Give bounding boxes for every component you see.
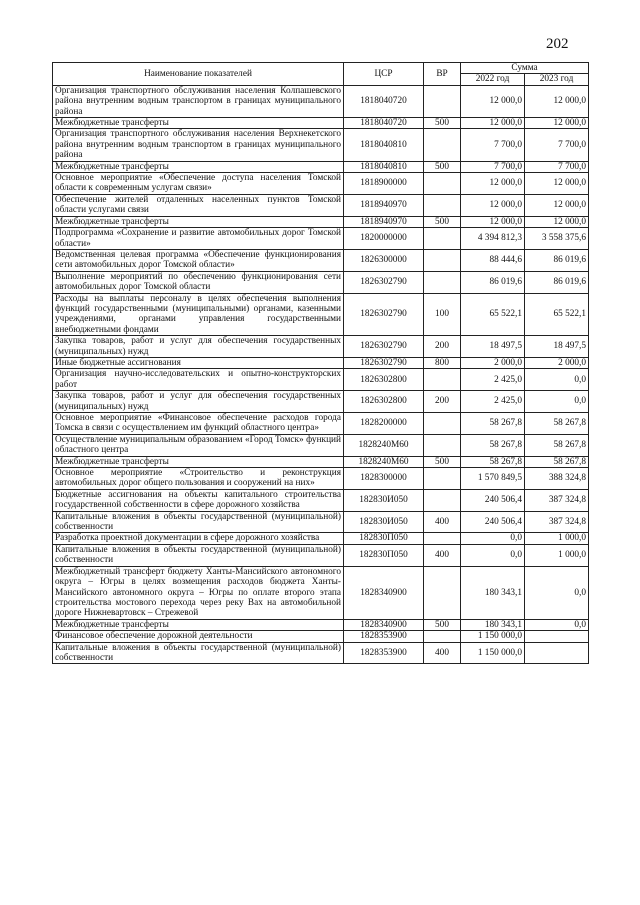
table-row — [53, 85, 589, 117]
table-row — [53, 161, 589, 172]
row-sum-2023: 3 558 375,6 — [525, 228, 589, 250]
row-name: Межбюджетные трансферты — [53, 456, 344, 467]
row-vr — [424, 413, 461, 435]
row-sum-2023: 12 000,0 — [525, 216, 589, 227]
row-name: Финансовое обеспечение дорожной деятельности — [53, 631, 344, 642]
table-row — [53, 544, 589, 566]
row-sum-2023 — [525, 631, 589, 642]
row-csr: 1828353900 — [344, 631, 424, 642]
table-row — [53, 369, 589, 391]
table-row — [53, 631, 589, 642]
row-name: Ведомственная целевая программа «Обеспечение функционирования сети автомобильных дорог Томской области» — [53, 249, 344, 271]
row-name: Выполнение мероприятий по обеспечению функционирования сети автомобильных дорог Томской области — [53, 271, 344, 293]
table-row — [53, 413, 589, 435]
row-sum-2023: 1 000,0 — [525, 533, 589, 544]
row-vr — [424, 228, 461, 250]
row-csr: 1818940970 — [344, 216, 424, 227]
row-sum-2022: 18 497,5 — [461, 336, 525, 358]
row-sum-2022: 4 394 812,3 — [461, 228, 525, 250]
row-vr — [424, 434, 461, 456]
row-csr: 1828340900 — [344, 566, 424, 619]
header-csr: ЦСР — [344, 63, 424, 86]
row-csr: 182830П050 — [344, 533, 424, 544]
table-row — [53, 194, 589, 216]
row-name: Основное мероприятие «Обеспечение доступа населения Томской области к современным услугам связи» — [53, 173, 344, 195]
row-sum-2022: 2 425,0 — [461, 369, 525, 391]
row-sum-2022: 65 522,1 — [461, 293, 525, 336]
row-vr — [424, 631, 461, 642]
row-sum-2022: 180 343,1 — [461, 619, 525, 630]
row-sum-2023: 387 324,8 — [525, 511, 589, 533]
row-name: Разработка проектной документации в сфере дорожного хозяйства — [53, 533, 344, 544]
table-row — [53, 216, 589, 227]
row-csr: 1826300000 — [344, 249, 424, 271]
row-vr: 100 — [424, 293, 461, 336]
row-vr — [424, 129, 461, 161]
row-vr: 400 — [424, 544, 461, 566]
table-row — [53, 489, 589, 511]
row-sum-2023: 7 700,0 — [525, 161, 589, 172]
row-sum-2023: 12 000,0 — [525, 85, 589, 117]
row-sum-2023: 0,0 — [525, 619, 589, 630]
row-csr: 1828240М60 — [344, 456, 424, 467]
row-name: Закупка товаров, работ и услуг для обеспечения государственных (муниципальных) нужд — [53, 391, 344, 413]
row-sum-2022: 12 000,0 — [461, 85, 525, 117]
row-vr — [424, 489, 461, 511]
row-csr: 1828340900 — [344, 619, 424, 630]
row-sum-2022: 88 444,6 — [461, 249, 525, 271]
row-name: Расходы на выплаты персоналу в целях обеспечения выполнения функций государственными (муниципальными) органами, казенными учреждениями, органами управления государственными внебюджетными фондами — [53, 293, 344, 336]
row-sum-2022: 2 425,0 — [461, 391, 525, 413]
row-csr: 182830И050 — [344, 511, 424, 533]
table-row — [53, 249, 589, 271]
row-vr: 500 — [424, 216, 461, 227]
row-vr: 200 — [424, 391, 461, 413]
table-row — [53, 357, 589, 368]
row-sum-2023: 58 267,8 — [525, 456, 589, 467]
row-name: Иные бюджетные ассигнования — [53, 357, 344, 368]
table-row — [53, 533, 589, 544]
row-sum-2023: 58 267,8 — [525, 413, 589, 435]
row-vr: 200 — [424, 336, 461, 358]
row-vr — [424, 566, 461, 619]
row-vr — [424, 85, 461, 117]
row-sum-2022: 7 700,0 — [461, 129, 525, 161]
row-sum-2023: 1 000,0 — [525, 544, 589, 566]
row-sum-2023: 18 497,5 — [525, 336, 589, 358]
table-row — [53, 456, 589, 467]
row-csr: 1818940970 — [344, 194, 424, 216]
row-name: Закупка товаров, работ и услуг для обеспечения государственных (муниципальных) нужд — [53, 336, 344, 358]
row-sum-2023: 0,0 — [525, 566, 589, 619]
row-sum-2023: 12 000,0 — [525, 194, 589, 216]
header-name: Наименование показателей — [53, 63, 344, 86]
row-vr — [424, 173, 461, 195]
header-year-2023: 2023 год — [525, 74, 589, 85]
row-vr — [424, 533, 461, 544]
row-csr: 1826302790 — [344, 336, 424, 358]
row-csr: 1828300000 — [344, 468, 424, 490]
table-row — [53, 511, 589, 533]
row-sum-2022: 12 000,0 — [461, 173, 525, 195]
row-vr: 500 — [424, 118, 461, 129]
row-sum-2023: 86 019,6 — [525, 249, 589, 271]
row-name: Организация транспортного обслуживания населения Верхнекетского района внутренним водным транспортом в границах муниципального района — [53, 129, 344, 161]
row-sum-2022: 12 000,0 — [461, 216, 525, 227]
row-sum-2022: 58 267,8 — [461, 413, 525, 435]
row-name: Бюджетные ассигнования на объекты капитального строительства государственной собственности в сфере дорожного хозяйства — [53, 489, 344, 511]
row-vr — [424, 369, 461, 391]
budget-table — [52, 62, 589, 664]
row-sum-2022: 7 700,0 — [461, 161, 525, 172]
row-sum-2023: 12 000,0 — [525, 173, 589, 195]
row-name: Организация научно-исследовательских и опытно-конструкторских работ — [53, 369, 344, 391]
table-row — [53, 293, 589, 336]
row-sum-2022: 1 150 000,0 — [461, 631, 525, 642]
table-row — [53, 271, 589, 293]
header-sum: Сумма — [461, 63, 589, 74]
row-sum-2022: 58 267,8 — [461, 456, 525, 467]
row-vr — [424, 194, 461, 216]
row-sum-2023: 58 267,8 — [525, 434, 589, 456]
row-name: Межбюджетные трансферты — [53, 118, 344, 129]
row-csr: 1828200000 — [344, 413, 424, 435]
row-vr: 500 — [424, 619, 461, 630]
row-name: Осуществление муниципальным образованием «Город Томск» функций областного центра — [53, 434, 344, 456]
row-name: Обеспечение жителей отдаленных населенных пунктов Томской области услугами связи — [53, 194, 344, 216]
row-csr: 1828353900 — [344, 642, 424, 664]
row-vr — [424, 249, 461, 271]
row-csr: 1826302800 — [344, 391, 424, 413]
row-name: Подпрограмма «Сохранение и развитие автомобильных дорог Томской области» — [53, 228, 344, 250]
row-sum-2022: 58 267,8 — [461, 434, 525, 456]
row-sum-2023: 7 700,0 — [525, 129, 589, 161]
row-sum-2022: 2 000,0 — [461, 357, 525, 368]
row-sum-2023: 65 522,1 — [525, 293, 589, 336]
page-number: 202 — [546, 36, 569, 52]
table-row — [53, 391, 589, 413]
table-row — [53, 336, 589, 358]
row-vr: 500 — [424, 456, 461, 467]
row-sum-2023: 388 324,8 — [525, 468, 589, 490]
row-name: Основное мероприятие «Финансовое обеспечение расходов города Томска в связи с осуществлением им функций областного центра» — [53, 413, 344, 435]
row-csr: 182830П050 — [344, 544, 424, 566]
row-csr: 1828240М60 — [344, 434, 424, 456]
table-row — [53, 118, 589, 129]
row-sum-2022: 12 000,0 — [461, 194, 525, 216]
row-csr: 1818040720 — [344, 85, 424, 117]
row-sum-2023: 387 324,8 — [525, 489, 589, 511]
row-sum-2022: 12 000,0 — [461, 118, 525, 129]
table-row — [53, 468, 589, 490]
table-row — [53, 566, 589, 619]
table-row — [53, 173, 589, 195]
table-row — [53, 129, 589, 161]
row-sum-2022: 1 150 000,0 — [461, 642, 525, 664]
header-year-2022: 2022 год — [461, 74, 525, 85]
row-csr: 1818040810 — [344, 129, 424, 161]
row-vr — [424, 271, 461, 293]
row-csr: 1826302790 — [344, 271, 424, 293]
row-vr: 800 — [424, 357, 461, 368]
row-sum-2023 — [525, 642, 589, 664]
row-sum-2023: 2 000,0 — [525, 357, 589, 368]
row-vr: 500 — [424, 161, 461, 172]
row-sum-2022: 1 570 849,5 — [461, 468, 525, 490]
row-sum-2022: 240 506,4 — [461, 511, 525, 533]
table-row — [53, 619, 589, 630]
row-csr: 1826302790 — [344, 293, 424, 336]
row-name: Капитальные вложения в объекты государственной (муниципальной) собственности — [53, 511, 344, 533]
row-csr: 182830И050 — [344, 489, 424, 511]
row-sum-2022: 86 019,6 — [461, 271, 525, 293]
row-name: Капитальные вложения в объекты государственной (муниципальной) собственности — [53, 544, 344, 566]
row-csr: 1818040810 — [344, 161, 424, 172]
row-vr: 400 — [424, 511, 461, 533]
row-name: Организация транспортного обслуживания населения Колпашевского района внутренним водным транспортом в границах муниципального района — [53, 85, 344, 117]
header-vr: ВР — [424, 63, 461, 86]
table-row — [53, 642, 589, 664]
row-sum-2022: 180 343,1 — [461, 566, 525, 619]
row-name: Межбюджетные трансферты — [53, 619, 344, 630]
row-sum-2022: 0,0 — [461, 544, 525, 566]
row-csr: 1818900000 — [344, 173, 424, 195]
row-name: Капитальные вложения в объекты государственной (муниципальной) собственности — [53, 642, 344, 664]
row-name: Основное мероприятие «Строительство и реконструкция автомобильных дорог общего пользования и сооружений на них» — [53, 468, 344, 490]
row-vr — [424, 468, 461, 490]
row-name: Межбюджетные трансферты — [53, 161, 344, 172]
row-name: Межбюджетные трансферты — [53, 216, 344, 227]
row-name: Межбюджетный трансферт бюджету Ханты-Мансийского автономного округа – Югры в целях возмещения расходов бюджета Ханты-Мансийского автономного округа – Югры по оплате второго этапа строительства мостового перехода через реку Вах на автомобильной дороге Нижневартовск – Стрежевой — [53, 566, 344, 619]
row-sum-2023: 86 019,6 — [525, 271, 589, 293]
row-sum-2023: 0,0 — [525, 391, 589, 413]
table-row — [53, 434, 589, 456]
row-csr: 1826302790 — [344, 357, 424, 368]
table-row — [53, 228, 589, 250]
row-csr: 1818040720 — [344, 118, 424, 129]
row-csr: 1820000000 — [344, 228, 424, 250]
row-sum-2023: 12 000,0 — [525, 118, 589, 129]
row-vr: 400 — [424, 642, 461, 664]
row-csr: 1826302800 — [344, 369, 424, 391]
row-sum-2022: 240 506,4 — [461, 489, 525, 511]
row-sum-2023: 0,0 — [525, 369, 589, 391]
row-sum-2022: 0,0 — [461, 533, 525, 544]
